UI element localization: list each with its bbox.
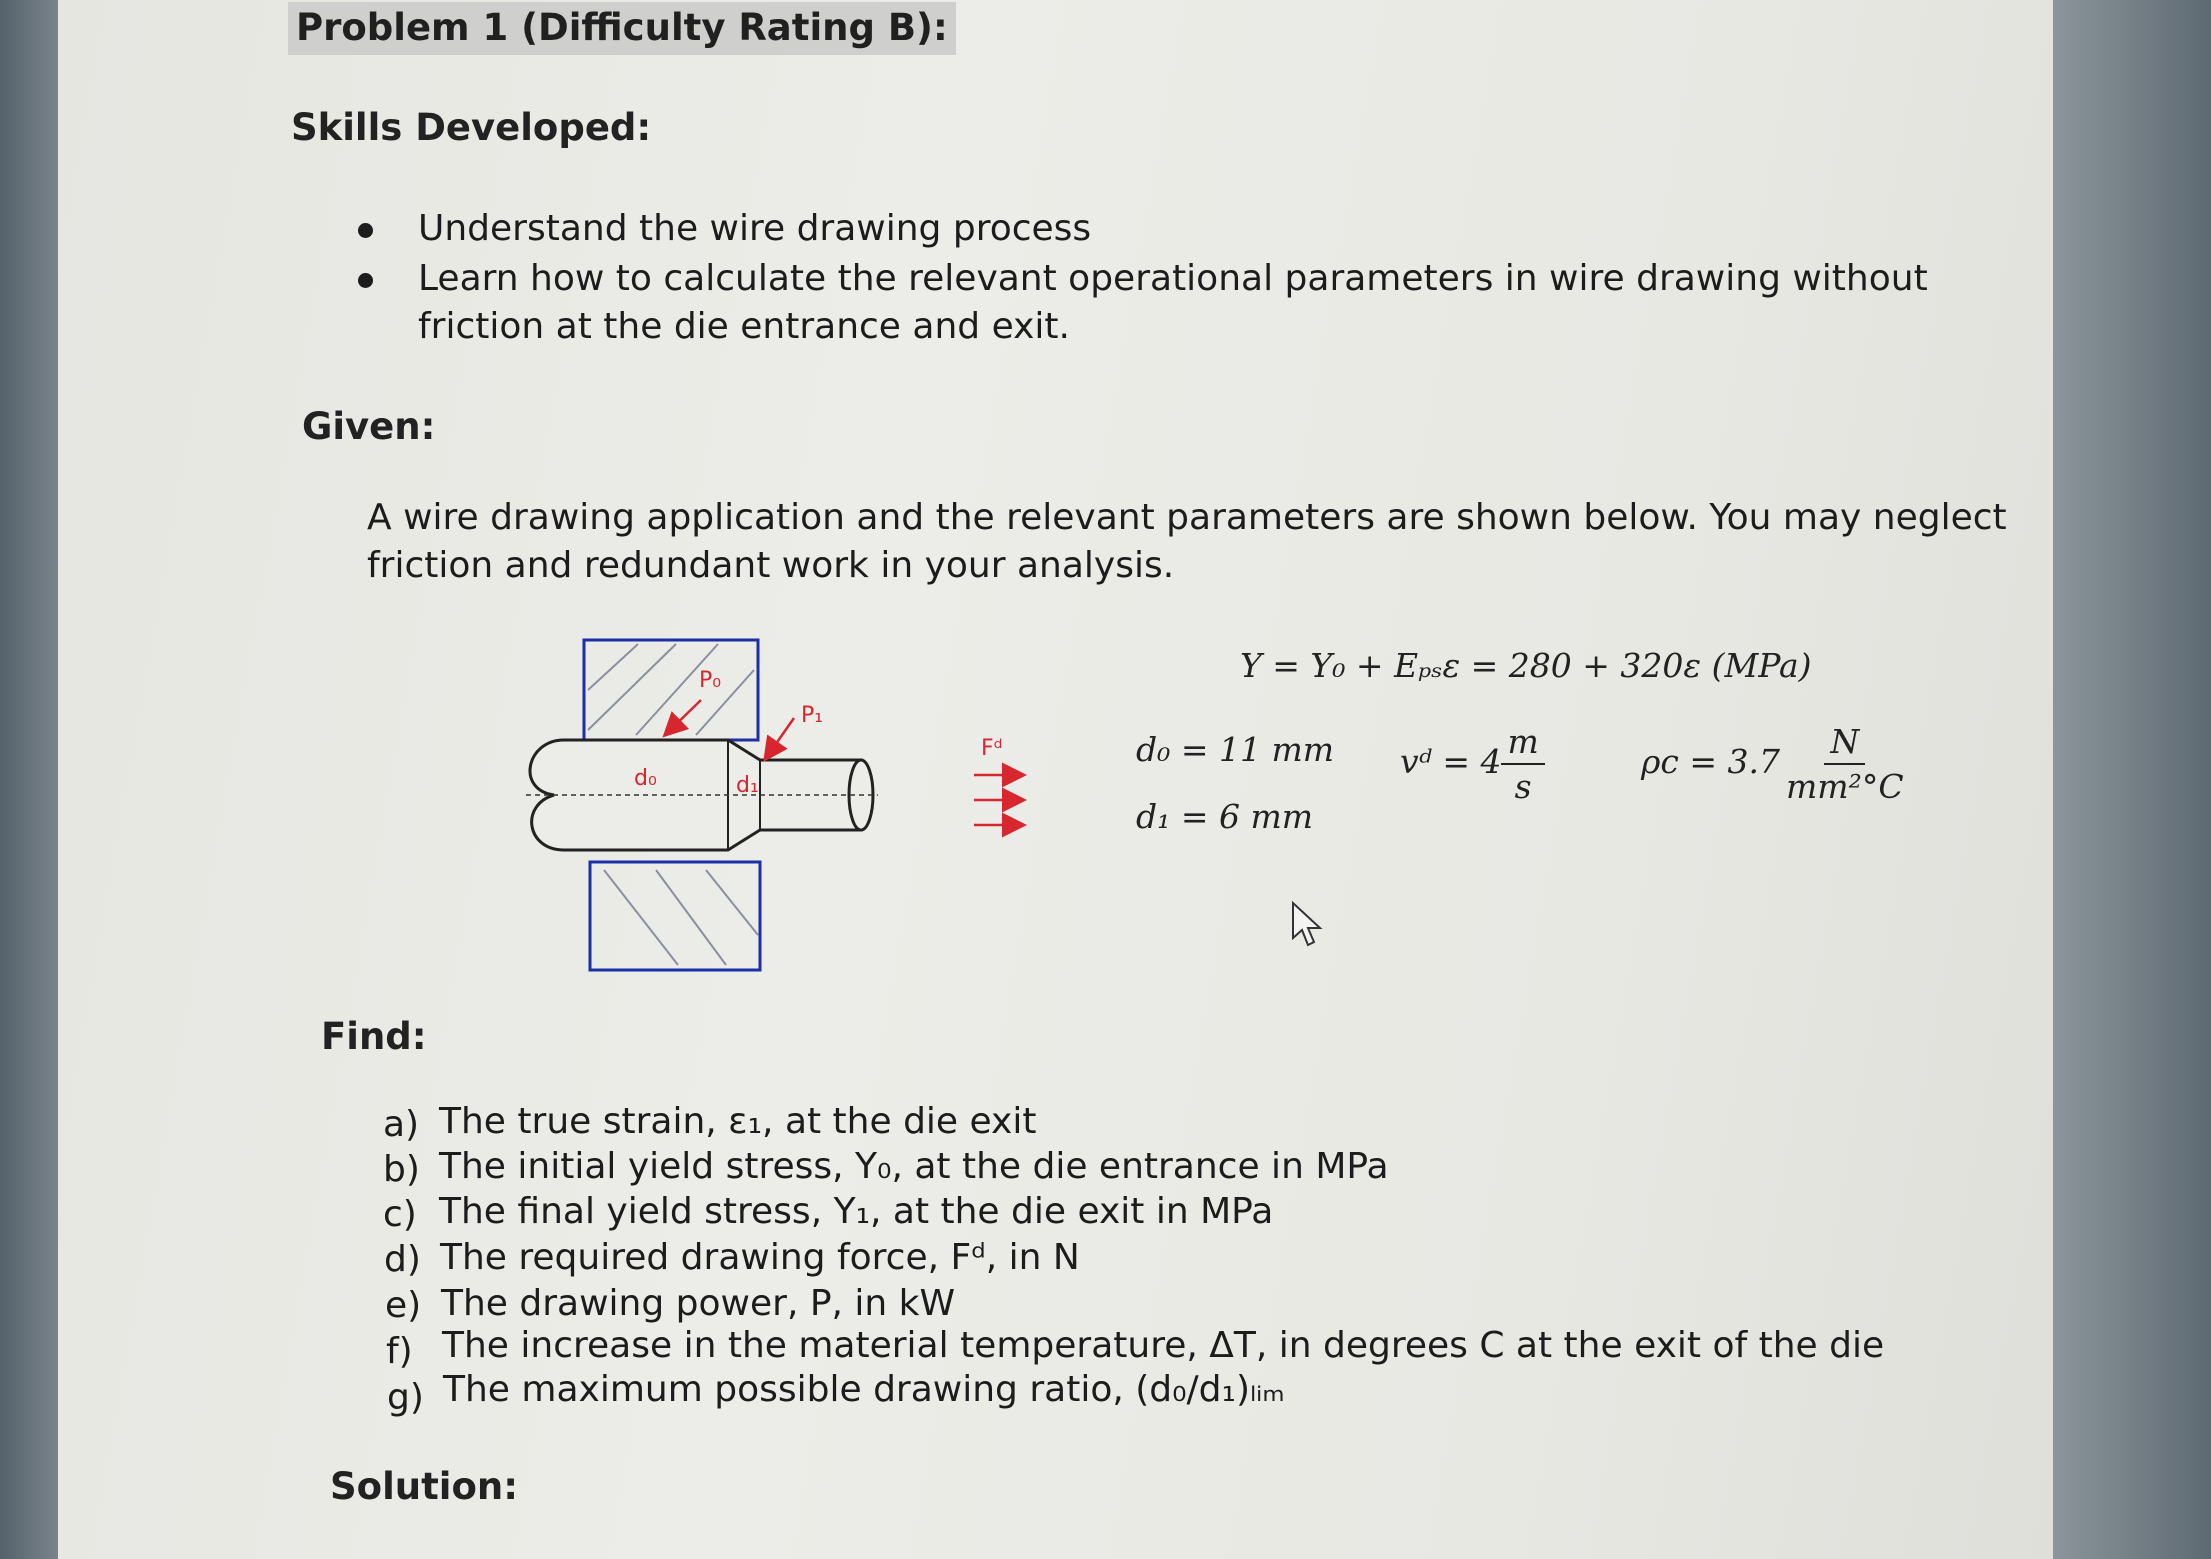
wire-drawing-diagram (526, 630, 1046, 980)
problem-title: Problem 1 (Difficulty Rating B): (288, 2, 956, 55)
find-item-letter: g) (387, 1377, 424, 1418)
heat-capacity-numerator: N (1824, 722, 1865, 765)
skill-item: Understand the wire drawing process (418, 208, 1092, 249)
drawing-speed-numerator: m (1501, 722, 1544, 765)
diagram-label-d1: d₁ (736, 773, 759, 798)
drawing-speed-denominator: s (1514, 767, 1532, 806)
solution-heading: Solution: (330, 1465, 519, 1508)
find-item-text: The maximum possible drawing ratio, (d₀/d₁)ₗᵢₘ (443, 1369, 1285, 1410)
heat-capacity-denominator: mm²°C (1786, 767, 1904, 806)
die-lower (590, 862, 760, 970)
equation-d0: d₀ = 11 mm (1136, 730, 1335, 769)
given-paragraph-line-2: friction and redundant work in your analysis. (367, 545, 1175, 586)
document-page (58, 0, 2053, 1559)
mouse-cursor-icon (1290, 900, 1324, 950)
equation-d1: d₁ = 6 mm (1136, 797, 1314, 836)
find-item-letter: d) (384, 1239, 421, 1280)
pressure-arrow-p1 (766, 718, 794, 758)
find-item-letter: c) (383, 1194, 417, 1235)
heat-capacity-lhs: ρc = 3.7 (1641, 742, 1780, 781)
skills-heading: Skills Developed: (291, 106, 652, 149)
given-paragraph-line-1: A wire drawing application and the relevant parameters are shown below. You may neglect (367, 497, 2007, 538)
find-item-letter: f) (386, 1331, 413, 1372)
equation-heat-capacity (1641, 722, 1910, 806)
find-item-text: The required drawing force, Fᵈ, in N (440, 1237, 1080, 1278)
drawing-speed-fraction (1501, 722, 1544, 806)
monitor-bezel-right (2050, 0, 2211, 1559)
diagram-label-p1: P₁ (801, 703, 824, 728)
find-item-text: The true strain, ε₁, at the die exit (439, 1101, 1037, 1142)
die-upper (584, 640, 758, 740)
find-item-letter: b) (383, 1149, 420, 1190)
find-item-letter: a) (383, 1104, 420, 1145)
equation-drawing-speed (1400, 722, 1545, 806)
bullet-icon (358, 273, 373, 288)
find-item-text: The initial yield stress, Y₀, at the die entrance in MPa (439, 1146, 1389, 1187)
diagram-label-fd: Fᵈ (981, 736, 1003, 761)
diagram-label-d0: d₀ (634, 766, 657, 791)
diagram-label-p0: P₀ (699, 668, 722, 693)
skill-item-continuation: friction at the die entrance and exit. (418, 306, 1070, 347)
skill-item: Learn how to calculate the relevant operational parameters in wire drawing without (418, 258, 1928, 299)
find-item-text: The drawing power, P, in kW (441, 1283, 956, 1324)
given-heading: Given: (302, 405, 436, 448)
heat-capacity-fraction (1780, 722, 1910, 806)
flow-stress-equation: Y = Y₀ + Eₚₛε = 280 + 320ε (MPa) (1240, 646, 1812, 685)
pressure-arrow-p0 (666, 700, 701, 734)
monitor-bezel-left (0, 0, 60, 1559)
bullet-icon (358, 223, 373, 238)
find-heading: Find: (321, 1015, 427, 1058)
find-item-text: The final yield stress, Y₁, at the die exit in MPa (439, 1191, 1274, 1232)
drawing-speed-lhs: vᵈ = 4 (1400, 742, 1502, 781)
find-item-letter: e) (385, 1285, 422, 1326)
find-item-text: The increase in the material temperature, ΔT, in degrees C at the exit of the die (442, 1325, 1885, 1366)
wire (526, 740, 878, 850)
